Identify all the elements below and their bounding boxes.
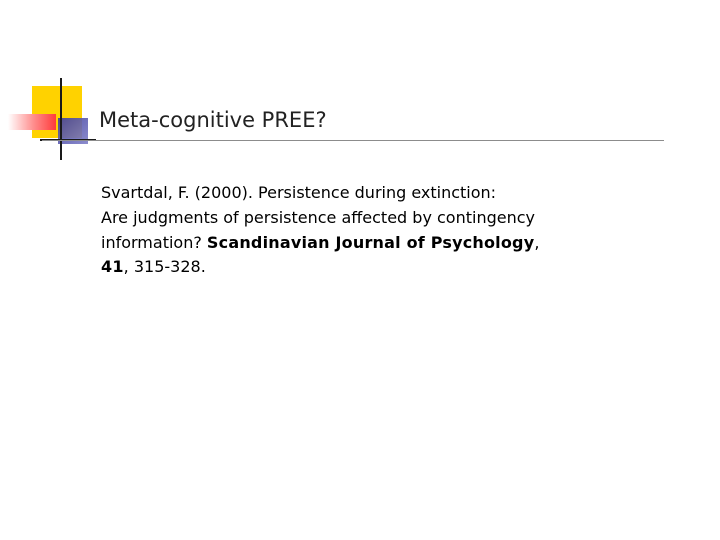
citation-line-1: Svartdal, F. (2000). Persistence during extinction: [101,183,497,202]
volume-number: 41 [101,257,124,277]
journal-name: Scandinavian Journal of Psychology [206,232,535,252]
slide-title: Meta-cognitive PREE? [99,108,327,132]
citation-line-4 [101,255,691,280]
citation-line-3-prefix: information? [101,232,207,252]
citation-line-3-suffix: , [534,232,540,252]
title-underline [42,140,664,141]
citation-block [101,181,691,280]
page-range: , 315-328. [123,257,206,277]
citation-line-2: Are judgments of persistence affected by contingency [101,207,535,227]
red-bar-decoration [8,114,56,130]
citation-line-3 [101,231,691,256]
